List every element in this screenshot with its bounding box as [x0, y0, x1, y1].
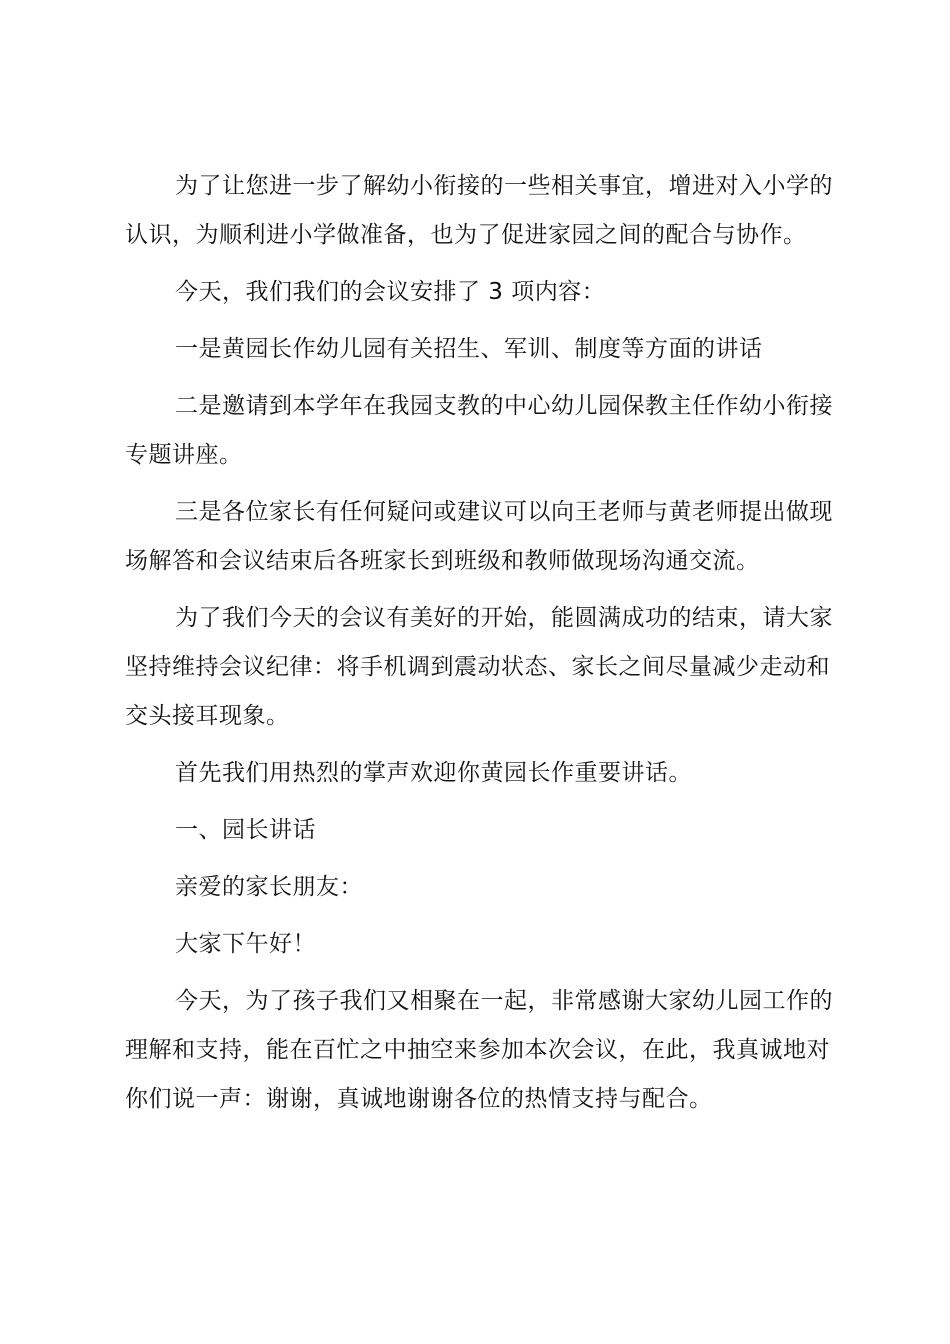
paragraph-item-2: 二是邀请到本学年在我园支教的中心幼儿园保教主任作幼小衔接专题讲座。	[125, 393, 833, 468]
paragraph-item-1: 一是黄园长作幼儿园有关招生、军训、制度等方面的讲话	[175, 336, 763, 362]
document-body	[125, 162, 835, 1132]
paragraph-discipline: 为了我们今天的会议有美好的开始，能圆满成功的结束，请大家坚持维持会议纪律：将手机调到震动状态、家长之间尽量减少走动和交头接耳现象。	[125, 605, 833, 729]
paragraph-thanks: 今天，为了孩子我们又相聚在一起，非常感谢大家幼儿园工作的理解和支持，能在百忙之中抽空来参加本次会议，在此，我真诚地对你们说一声：谢谢，真诚地谢谢各位的热情支持与配合。	[125, 988, 833, 1112]
paragraph-agenda: 今天，我们我们的会议安排了 3 项内容：	[175, 279, 606, 305]
paragraph-item-3: 三是各位家长有任何疑问或建议可以向王老师与黄老师提出做现场解答和会议结束后各班家长到班级和教师做现场沟通交流。	[125, 499, 833, 574]
paragraph-greeting: 大家下午好！	[175, 931, 316, 957]
paragraph-welcome: 首先我们用热烈的掌声欢迎你黄园长作重要讲话。	[175, 760, 692, 786]
paragraph-intro: 为了让您进一步了解幼小衔接的一些相关事宜，增进对入小学的认识，为顺利进小学做准备，也为了促进家园之间的配合与协作。	[125, 173, 833, 248]
section-heading: 一、园长讲话	[175, 817, 316, 843]
paragraph-salutation: 亲爱的家长朋友：	[175, 874, 363, 900]
